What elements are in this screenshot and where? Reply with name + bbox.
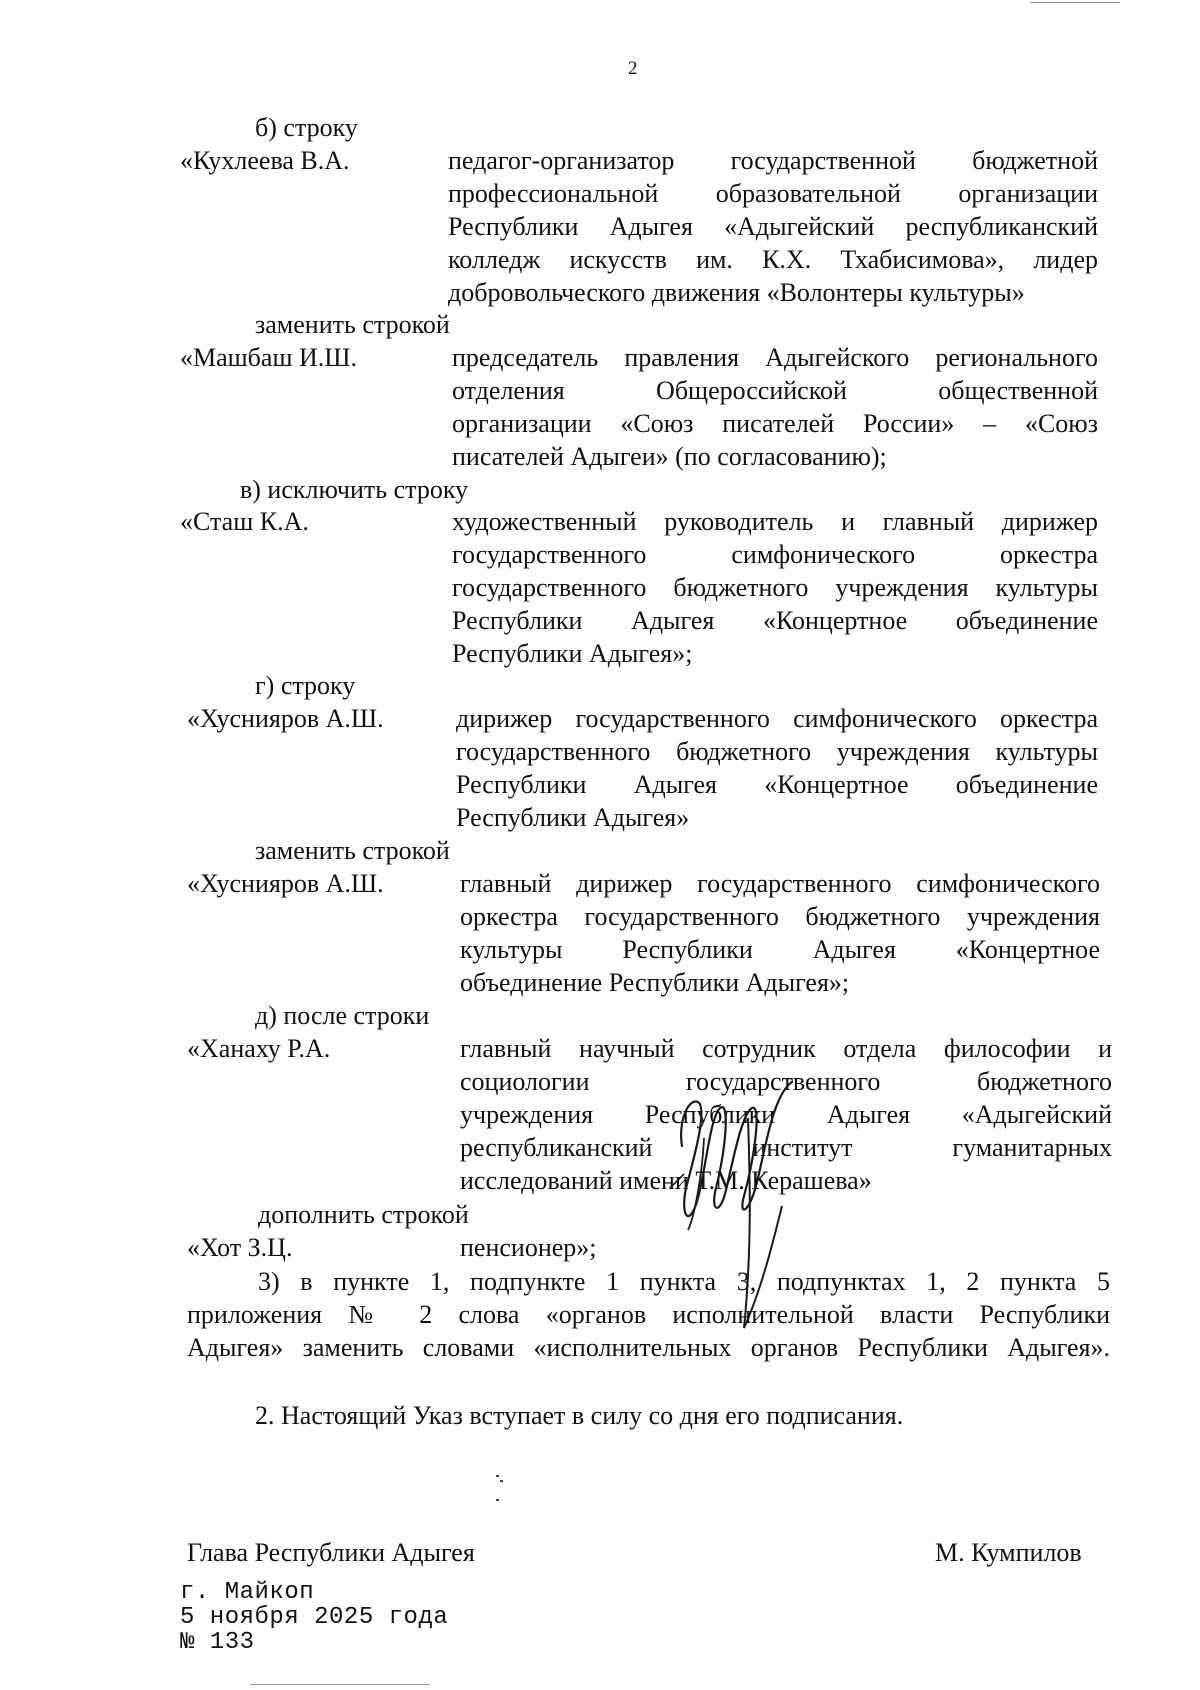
section-b-old-line: добровольческого движения «Волонтеры культуры»: [448, 278, 1025, 307]
section-d-name: «Ханаху Р.А.: [187, 1034, 331, 1063]
section-v-intro: в) исключить строку: [240, 475, 469, 504]
section-b-intro: б) строку: [255, 113, 358, 142]
section-v-line: Республики Адыгея «Концертное объединение: [452, 606, 1098, 635]
section-g-old-line: Республики Адыгея «Концертное объединение: [456, 770, 1098, 799]
section-b-replace-label: заменить строкой: [255, 310, 450, 339]
item3-line: 3) в пункте 1, подпункте 1 пункта 3, подпунктах 1, 2 пункта 5: [258, 1267, 1110, 1296]
section-d-add-label: дополнить строкой: [258, 1200, 469, 1229]
section-b-new-line: писателей Адыгеи» (по согласованию);: [452, 442, 887, 471]
section-g-new-line: объединение Республики Адыгея»;: [460, 968, 850, 997]
footer-city: г. Майкоп: [180, 1579, 315, 1606]
section-b-new-name: «Машбаш И.Ш.: [180, 343, 357, 372]
handwritten-signature: [664, 1078, 814, 1338]
section-g-intro: г) строку: [255, 671, 356, 700]
section-b-old-line: профессиональной образовательной организации: [448, 179, 1098, 208]
section-g-old-line: дирижер государственного симфонического оркестра: [456, 704, 1098, 733]
section-g-new-line: оркестра государственного бюджетного учреждения: [460, 902, 1100, 931]
section-g-new-line: культуры Республики Адыгея «Концертное: [460, 935, 1100, 964]
section-g-old-line: Республики Адыгея»: [456, 803, 690, 832]
footer-date: 5 ноября 2025 года: [180, 1604, 449, 1631]
section-v-line: государственного симфонического оркестра: [452, 540, 1098, 569]
section-g-new-line: главный дирижер государственного симфонического: [460, 869, 1100, 898]
item3-line: Адыгея» заменить словами «исполнительных органов Республики Адыгея».: [187, 1333, 1110, 1362]
section-b-old-line: педагог-организатор государственной бюджетной: [448, 146, 1098, 175]
section-b-new-line: председатель правления Адыгейского регионального: [452, 343, 1098, 372]
footer-number: № 133: [180, 1629, 255, 1656]
item3-line: приложения № 2 слова «органов исполнительной власти Республики: [187, 1300, 1110, 1329]
section-d-line: социологии государственного бюджетного: [460, 1067, 1112, 1096]
section-v-name: «Сташ К.А.: [180, 507, 309, 536]
section-g-old-name: «Хуснияров А.Ш.: [187, 704, 384, 733]
section-d-new-text: пенсионер»;: [460, 1233, 597, 1262]
item2-text: 2. Настоящий Указ вступает в силу со дня его подписания.: [255, 1401, 904, 1430]
section-d-line: главный научный сотрудник отдела философии и: [460, 1034, 1112, 1063]
section-g-old-line: государственного бюджетного учреждения культуры: [456, 737, 1098, 766]
scan-speck: [496, 1499, 499, 1501]
section-v-line: Республики Адыгея»;: [452, 639, 693, 668]
section-v-line: государственного бюджетного учреждения культуры: [452, 573, 1098, 602]
section-b-new-line: организации «Союз писателей России» – «Союз: [452, 409, 1098, 438]
signer-name: М. Кумпилов: [935, 1538, 1082, 1567]
section-d-line: республиканский институт гуманитарных: [460, 1133, 1112, 1162]
section-g-new-name: «Хуснияров А.Ш.: [187, 869, 384, 898]
section-v-line: художественный руководитель и главный дирижер: [452, 507, 1098, 536]
scan-speck: [500, 1480, 503, 1482]
section-g-replace-label: заменить строкой: [255, 836, 450, 865]
section-b-old-line: Республики Адыгея «Адыгейский республиканский: [448, 212, 1098, 241]
section-b-old-name: «Кухлеева В.А.: [180, 146, 350, 175]
section-d-new-name: «Хот З.Ц.: [187, 1233, 293, 1262]
scan-speck: [496, 1475, 499, 1477]
scan-artifact-bottom: [250, 1684, 430, 1685]
section-b-new-line: отделения Общероссийской общественной: [452, 376, 1098, 405]
scan-artifact-top: [1030, 2, 1120, 3]
section-d-line: исследований имени Т.М. Керашева»: [460, 1166, 872, 1195]
section-d-line: учреждения Республики Адыгея «Адыгейский: [460, 1100, 1112, 1129]
section-d-intro: д) после строки: [255, 1001, 430, 1030]
section-b-old-line: колледж искусств им. К.Х. Тхабисимова», лидер: [448, 245, 1098, 274]
page-number: 2: [628, 58, 638, 79]
signer-position-title: Глава Республики Адыгея: [187, 1538, 475, 1567]
